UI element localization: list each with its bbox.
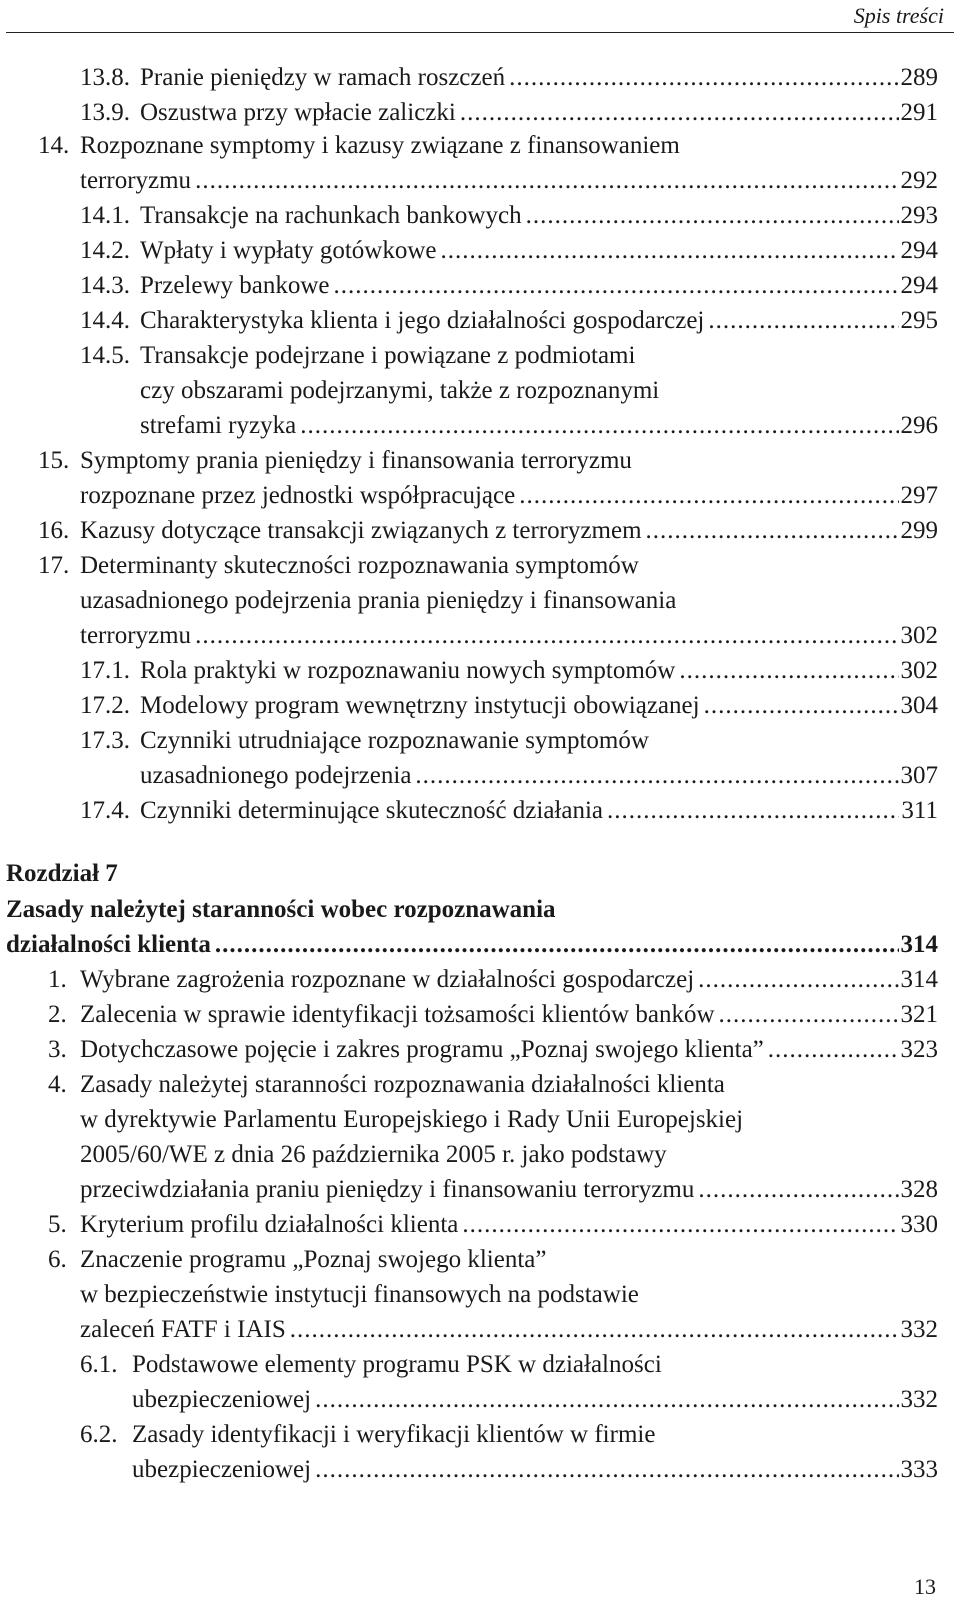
toc-entry bbox=[0, 1102, 938, 1137]
page-header bbox=[0, 0, 960, 40]
dot-leader bbox=[675, 653, 898, 688]
toc-entry-page: 314 bbox=[900, 966, 938, 993]
toc-entry-title: czy obszarami podejrzanymi, także z rozpoznanymi bbox=[140, 377, 660, 404]
toc-entry-number: 3. bbox=[48, 1036, 67, 1063]
toc-entry bbox=[0, 373, 938, 408]
toc-entry-title: uzasadnionego podejrzenia prania pieniędzy i finansowania bbox=[80, 587, 677, 614]
toc-entry-title: Charakterystyka klienta i jego działalności gospodarczej bbox=[140, 307, 705, 334]
dot-leader bbox=[715, 997, 899, 1032]
toc-entry-page: 294 bbox=[900, 272, 938, 299]
toc-entry-title: w dyrektywie Parlamentu Europejskiego i Rady Unii Europejskiej bbox=[80, 1106, 744, 1133]
toc-entry-title: Dotychczasowe pojęcie i zakres programu „Poznaj swojego klienta” bbox=[80, 1036, 764, 1063]
dot-leader bbox=[296, 408, 898, 443]
toc-entry-number: 14. bbox=[38, 132, 70, 159]
toc-entry-page: 307 bbox=[900, 762, 938, 789]
dot-leader bbox=[311, 1382, 898, 1417]
toc-entry-page: 299 bbox=[900, 517, 938, 544]
toc-entry-page: 294 bbox=[900, 237, 938, 264]
toc-entry bbox=[0, 303, 938, 338]
toc-entry-page: 332 bbox=[900, 1316, 938, 1343]
dot-leader bbox=[311, 1452, 898, 1487]
toc-entry-number: 17.1. bbox=[80, 657, 130, 684]
toc-entry bbox=[0, 962, 938, 997]
toc-entry-title: Modelowy program wewnętrzny instytucji obowiązanej bbox=[140, 692, 700, 719]
toc-entry bbox=[0, 618, 938, 653]
toc-entry bbox=[0, 1067, 938, 1102]
toc-entry-number: 13.8. bbox=[80, 64, 130, 91]
toc-entry-page: 302 bbox=[900, 622, 938, 649]
toc-entry-number: 6.2. bbox=[80, 1421, 118, 1448]
toc-entry-title: Czynniki determinujące skuteczność działania bbox=[140, 797, 604, 824]
dot-leader bbox=[436, 233, 898, 268]
toc-entry bbox=[0, 1312, 938, 1347]
toc-entry bbox=[0, 163, 938, 198]
toc-entry bbox=[0, 198, 938, 233]
dot-leader bbox=[286, 1312, 899, 1347]
toc-entry-number: 14.3. bbox=[80, 272, 130, 299]
toc-entry-title: Zasady identyfikacji i weryfikacji klientów w firmie bbox=[132, 1421, 656, 1448]
dot-leader bbox=[694, 962, 898, 997]
toc-entry-number: 13.9. bbox=[80, 99, 130, 126]
toc-entry-title: Czynniki utrudniające rozpoznawanie symptomów bbox=[140, 727, 649, 754]
dot-leader bbox=[411, 758, 898, 793]
toc-entry-title: Zalecenia w sprawie identyfikacji tożsamości klientów banków bbox=[80, 1001, 715, 1028]
toc-entry-title: terroryzmu bbox=[80, 167, 192, 194]
toc-entry-title: rozpoznane przez jednostki współpracujące bbox=[80, 482, 516, 509]
toc-entry-number: 5. bbox=[48, 1211, 67, 1238]
toc-entry-number: 6.1. bbox=[80, 1351, 118, 1378]
toc-entry-number: 4. bbox=[48, 1071, 67, 1098]
toc-entry-number: 1. bbox=[48, 966, 67, 993]
toc-entry bbox=[0, 1172, 938, 1207]
toc-entry-number: 17.4. bbox=[80, 797, 130, 824]
toc-entry-page: 302 bbox=[900, 657, 938, 684]
toc-entry bbox=[0, 60, 938, 95]
toc-entry-page: 293 bbox=[900, 202, 938, 229]
toc-entry bbox=[0, 758, 938, 793]
toc-entry bbox=[0, 1417, 938, 1452]
toc-entry-page: 314 bbox=[900, 931, 938, 958]
toc-entry-title: Zasady należytej staranności wobec rozpoznawania bbox=[6, 896, 556, 923]
toc-entry bbox=[0, 338, 938, 373]
toc-entry-page: 295 bbox=[900, 307, 938, 334]
toc-entry-page: 291 bbox=[900, 99, 938, 126]
toc-entry-title: w bezpieczeństwie instytucji finansowych na podstawie bbox=[80, 1281, 639, 1308]
toc-entry-title: Przelewy bankowe bbox=[140, 272, 330, 299]
toc-entry-title: Oszustwa przy wpłacie zaliczki bbox=[140, 99, 456, 126]
dot-leader bbox=[515, 478, 898, 513]
page-number: 13 bbox=[914, 1574, 936, 1599]
toc-entry-page: 289 bbox=[900, 64, 938, 91]
toc-entry bbox=[0, 233, 938, 268]
dot-leader bbox=[603, 793, 899, 828]
toc-entry-title: Transakcje na rachunkach bankowych bbox=[140, 202, 522, 229]
header-rule bbox=[6, 32, 954, 33]
toc-entry bbox=[0, 1347, 938, 1382]
toc-entry bbox=[0, 1452, 938, 1487]
toc-entry bbox=[0, 1207, 938, 1242]
toc-entry-title: Zasady należytej staranności rozpoznawania działalności klienta bbox=[80, 1071, 725, 1098]
toc-entry-title: Symptomy prania pieniędzy i finansowania terroryzmu bbox=[80, 447, 632, 474]
toc-entry-page: 297 bbox=[900, 482, 938, 509]
dot-leader bbox=[700, 688, 899, 723]
toc-entry-title: Transakcje podejrzane i powiązane z podmiotami bbox=[140, 342, 636, 369]
toc-entry bbox=[0, 268, 938, 303]
toc-entry bbox=[0, 95, 938, 130]
toc-entry-page: 304 bbox=[900, 692, 938, 719]
toc-entry bbox=[0, 793, 938, 828]
toc-entry bbox=[0, 513, 938, 548]
toc-entry bbox=[0, 128, 938, 163]
running-head: Spis treści bbox=[853, 3, 944, 28]
toc-entry-number: 6. bbox=[48, 1246, 67, 1273]
toc-entry-title: Rozpoznane symptomy i kazusy związane z finansowaniem bbox=[80, 132, 680, 159]
toc-entry-title: 2005/60/WE z dnia 26 października 2005 r. jako podstawy bbox=[80, 1141, 667, 1168]
dot-leader bbox=[211, 927, 899, 962]
dot-leader bbox=[704, 303, 898, 338]
toc-entry bbox=[0, 1382, 938, 1417]
toc-entry-title: terroryzmu bbox=[80, 622, 192, 649]
toc-entry-title: Pranie pieniędzy w ramach roszczeń bbox=[140, 64, 506, 91]
toc-entry-page: 311 bbox=[901, 797, 938, 824]
toc-entry-page: 330 bbox=[900, 1211, 938, 1238]
dot-leader bbox=[522, 198, 899, 233]
toc-entry-number: 14.2. bbox=[80, 237, 130, 264]
toc-entry-title: Determinanty skuteczności rozpoznawania symptomów bbox=[80, 552, 639, 579]
dot-leader bbox=[456, 95, 899, 130]
toc-entry bbox=[0, 892, 938, 927]
toc-entry-page: 296 bbox=[900, 412, 938, 439]
toc-entry-number: 14.1. bbox=[80, 202, 130, 229]
toc-entry bbox=[0, 997, 938, 1032]
toc-entry bbox=[0, 688, 938, 723]
toc-entry-title: Kazusy dotyczące transakcji związanych z terroryzmem bbox=[80, 517, 642, 544]
toc-entry bbox=[0, 1137, 938, 1172]
toc-entry-title: działalności klienta bbox=[6, 931, 211, 958]
toc-entry-title: Kryterium profilu działalności klienta bbox=[80, 1211, 459, 1238]
toc-entry bbox=[0, 1277, 938, 1312]
toc-entry bbox=[0, 1242, 938, 1277]
toc-entry-title: Wpłaty i wypłaty gotówkowe bbox=[140, 237, 437, 264]
dot-leader bbox=[505, 60, 898, 95]
toc-entry-page: 321 bbox=[900, 1001, 938, 1028]
toc-entry-page: 328 bbox=[900, 1176, 938, 1203]
toc-entry-title: ubezpieczeniowej bbox=[132, 1386, 312, 1413]
toc-entry-title: przeciwdziałania praniu pieniędzy i finansowaniu terroryzmu bbox=[80, 1176, 695, 1203]
toc-entry-title: Rozdział 7 bbox=[6, 860, 118, 887]
toc-entry bbox=[0, 653, 938, 688]
toc-entry-title: strefami ryzyka bbox=[140, 412, 297, 439]
toc-entry-page: 323 bbox=[900, 1036, 938, 1063]
toc-entry bbox=[0, 927, 938, 962]
toc-entry bbox=[0, 478, 938, 513]
toc-entry-title: ubezpieczeniowej bbox=[132, 1456, 312, 1483]
toc-entry-title: Znaczenie programu „Poznaj swojego klienta” bbox=[80, 1246, 547, 1273]
dot-leader bbox=[764, 1032, 899, 1067]
toc-entry-page: 332 bbox=[900, 1386, 938, 1413]
toc-entry-number: 15. bbox=[38, 447, 70, 474]
dot-leader bbox=[694, 1172, 898, 1207]
toc-entry-number: 16. bbox=[38, 517, 70, 544]
dot-leader bbox=[330, 268, 899, 303]
dot-leader bbox=[191, 163, 898, 198]
toc-entry-number: 14.5. bbox=[80, 342, 130, 369]
toc-entry-title: zaleceń FATF i IAIS bbox=[80, 1316, 286, 1343]
toc-entry bbox=[0, 583, 938, 618]
toc-entry-number: 17. bbox=[38, 552, 70, 579]
dot-leader bbox=[191, 618, 898, 653]
toc-entry-title: Podstawowe elementy programu PSK w działalności bbox=[132, 1351, 662, 1378]
toc-entry-number: 2. bbox=[48, 1001, 67, 1028]
toc-entry-number: 17.3. bbox=[80, 727, 130, 754]
toc-entry-title: Rola praktyki w rozpoznawaniu nowych symptomów bbox=[140, 657, 676, 684]
toc-entry bbox=[0, 408, 938, 443]
toc-entry-title: uzasadnionego podejrzenia bbox=[140, 762, 412, 789]
dot-leader bbox=[642, 513, 899, 548]
toc-entry bbox=[0, 548, 938, 583]
toc-entry bbox=[0, 443, 938, 478]
toc-entry bbox=[0, 856, 938, 891]
toc-entry-page: 333 bbox=[900, 1456, 938, 1483]
toc-entry bbox=[0, 1032, 938, 1067]
toc-entry-number: 14.4. bbox=[80, 307, 130, 334]
toc-entry-number: 17.2. bbox=[80, 692, 130, 719]
toc-entry-title: Wybrane zagrożenia rozpoznane w działalności gospodarczej bbox=[80, 966, 695, 993]
toc-entry-page: 292 bbox=[900, 167, 938, 194]
dot-leader bbox=[458, 1207, 898, 1242]
toc-entry bbox=[0, 723, 938, 758]
